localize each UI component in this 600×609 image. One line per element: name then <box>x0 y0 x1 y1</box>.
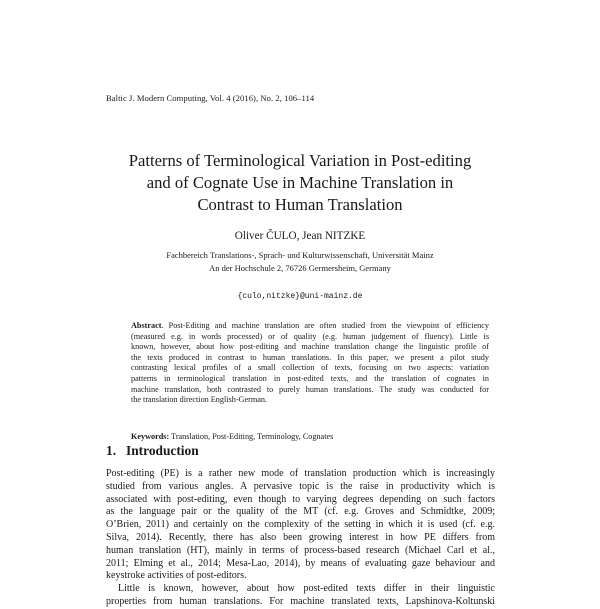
body-line: keystroke activities of post-editors. <box>106 570 247 582</box>
abstract-line <box>131 321 489 332</box>
abstract-line: patterns in terminological translation in post-edited texts, and the translation of cognates in <box>131 373 489 383</box>
body-line: associated with post-editing, even though to varying degrees depending on such factors <box>106 493 495 505</box>
body-line: Little is known, however, about how post-edited texts differ in their linguistic <box>118 583 495 595</box>
section-title: Introduction <box>126 443 199 458</box>
abstract <box>131 321 489 406</box>
abstract-line: machine translation, both contrasted to purely human translations. The study was conducted for <box>131 384 489 394</box>
paper-title <box>90 150 510 216</box>
journal-header: Baltic J. Modern Computing, Vol. 4 (2016), No. 2, 106–114 <box>106 93 315 103</box>
keywords <box>131 432 489 441</box>
title-line: Contrast to Human Translation <box>197 195 403 214</box>
abstract-line: known, however, about how post-editing and machine translation change the linguistic profile of <box>131 342 489 352</box>
abstract-line: contrasting lexical profiles of a small collection of texts, focusing on two aspects: variation <box>131 363 489 373</box>
body-text <box>106 468 495 609</box>
body-line: studied from various angles. A pervasive topic is the raise in productivity which is <box>106 480 495 492</box>
keywords-label: Keywords: <box>131 432 170 441</box>
body-line: as the language pair or the quality of the MT (cf. e.g. Groves and Schmidtke, 2009; <box>106 506 495 518</box>
affiliation-line: An der Hochschule 2, 76726 Germersheim, Germany <box>209 263 391 273</box>
affiliation <box>100 249 500 275</box>
body-line: 2011; Elming et al., 2014; Mesa-Lao, 2014), by means of evaluating gaze behaviour and <box>106 557 495 569</box>
title-line: and of Cognate Use in Machine Translation in <box>146 173 454 192</box>
body-line: human translation (HT), mainly in terms of process-based research (Michael Carl et al., <box>106 544 495 556</box>
author-list: Oliver ČULO, Jean NITZKE <box>234 230 366 242</box>
abstract-line: the texts produced in contrast to human translations. In this paper, we present a pilot study <box>131 352 489 362</box>
body-line: O’Brien, 2011) and certainly on the complexity of the setting in which it is used (cf. e.g. <box>106 519 495 531</box>
keywords-text: Translation, Post-Editing, Terminology, Cognates <box>169 432 334 441</box>
abstract-line: (measured e.g. in words processed) or of quality (e.g. human judgement of fluency). Little is <box>131 331 489 341</box>
section-number: 1. <box>106 443 117 458</box>
abstract-label: Abstract <box>131 321 162 330</box>
body-line: properties from human translations. For machine translated texts, Lapshinova-Koltunski <box>106 595 495 607</box>
abstract-line: the translation direction English-German. <box>131 395 267 405</box>
section-heading <box>106 443 199 459</box>
abstract-text: . Post-Editing and machine translation are often studied from the viewpoint of efficiency <box>161 321 489 330</box>
body-line: Silva, 2014). Recently, there has also been growing interest in how PE differs from <box>106 531 495 543</box>
body-line: Post-editing (PE) is a rather new mode of translation production which is increasingly <box>106 468 495 479</box>
affiliation-line: Fachbereich Translations-, Sprach- und Kulturwissenschaft, Universität Mainz <box>166 250 434 260</box>
title-line: Patterns of Terminological Variation in Post-editing <box>128 151 472 170</box>
author-email: {culo,nitzke}@uni-mainz.de <box>237 292 363 301</box>
